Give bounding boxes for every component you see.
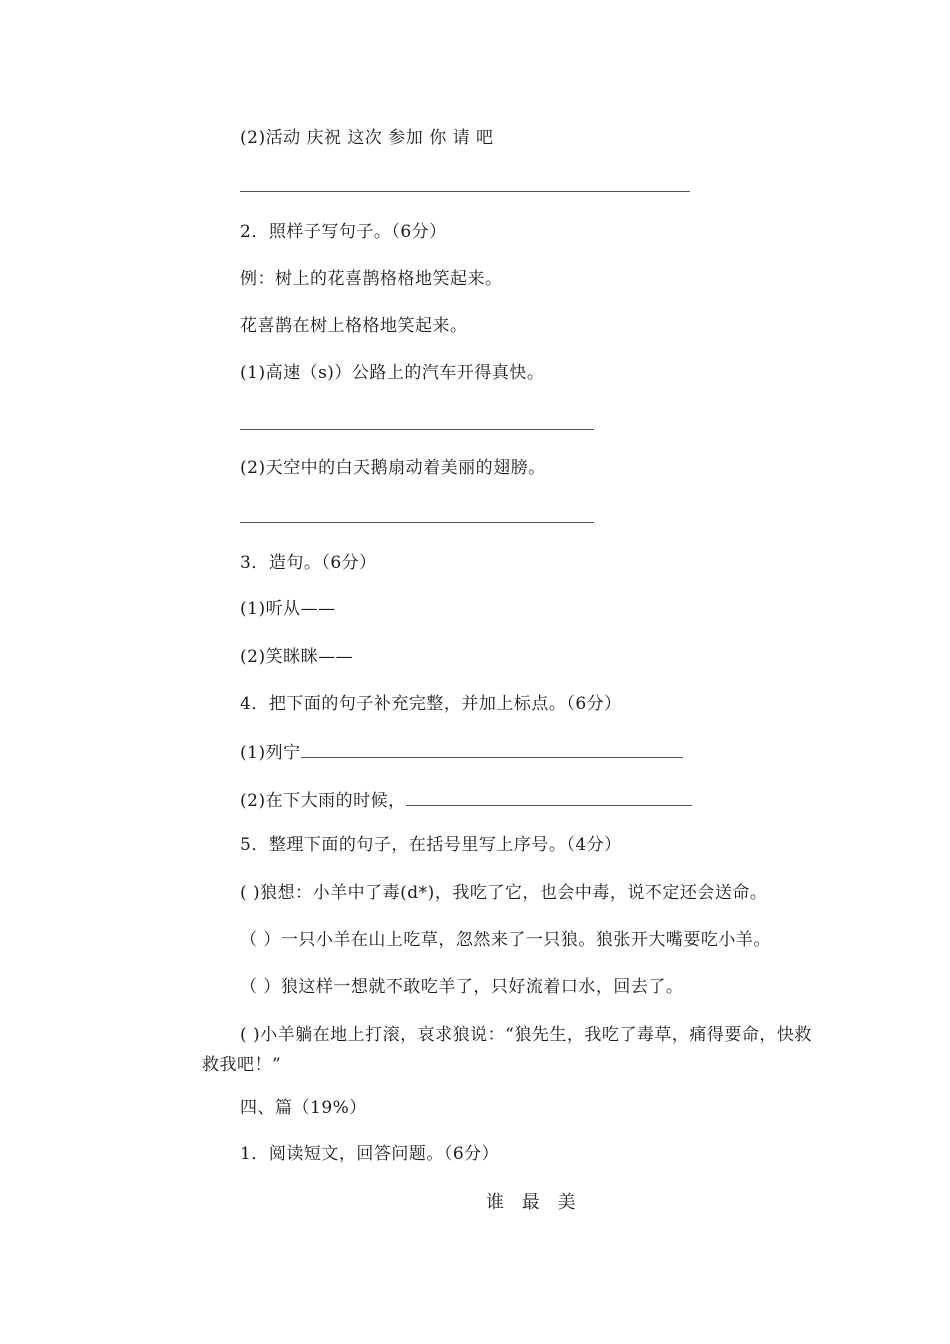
q3-item-1: (1)听从—— [240, 599, 336, 619]
section-4-heading: 四、篇（19%） [240, 1098, 367, 1118]
answer-line [240, 429, 594, 430]
s4-q1-heading: 1．阅读短文，回答问题。（6分） [240, 1144, 500, 1164]
answer-line [406, 787, 692, 806]
q2-heading: 2．照样子写句子。（6分） [240, 222, 447, 242]
story-title: 谁 最 美 [486, 1192, 582, 1213]
q5-sentence-2: （ ）一只小羊在山上吃草，忽然来了一只狼。狼张开大嘴要吃小羊。 [240, 930, 771, 950]
q4-item-1 [240, 739, 683, 765]
q4-item-1-label: (1)列宁 [240, 743, 301, 763]
answer-line [240, 522, 594, 523]
q4-item-2-label: (2)在下大雨的时候， [240, 791, 406, 811]
q2-item-2: (2)天空中的白天鹅扇动着美丽的翅膀。 [240, 458, 546, 478]
q2-example: 例：树上的花喜鹊格格地笑起来。 [240, 269, 503, 289]
q2-item-1: (1)高速（s)）公路上的汽车开得真快。 [240, 363, 545, 383]
q4-item-2 [240, 787, 692, 813]
q3-heading: 3．造句。（6分） [240, 553, 377, 573]
q5-sentence-1: ( )狼想：小羊中了毒(d*)，我吃了它，也会中毒，说不定还会送命。 [240, 883, 768, 903]
q1-item-2: (2)活动 庆祝 这次 参加 你 请 吧 [240, 128, 494, 148]
q5-sentence-3: （ ）狼这样一想就不敢吃羊了，只好流着口水，回去了。 [240, 977, 684, 997]
answer-line [240, 191, 690, 192]
q3-item-2: (2)笑眯眯—— [240, 647, 354, 667]
q2-example-result: 花喜鹊在树上格格地笑起来。 [240, 316, 468, 336]
q4-heading: 4．把下面的句子补充完整，并加上标点。（6分） [240, 694, 622, 714]
q5-heading: 5．整理下面的句子，在括号里写上序号。（4分） [240, 835, 622, 855]
answer-line [301, 739, 683, 758]
q5-sentence-4: ( )小羊躺在地上打滚，哀求狼说：“狼先生，我吃了毒草，痛得要命，快救救我吧！” [202, 1025, 812, 1075]
